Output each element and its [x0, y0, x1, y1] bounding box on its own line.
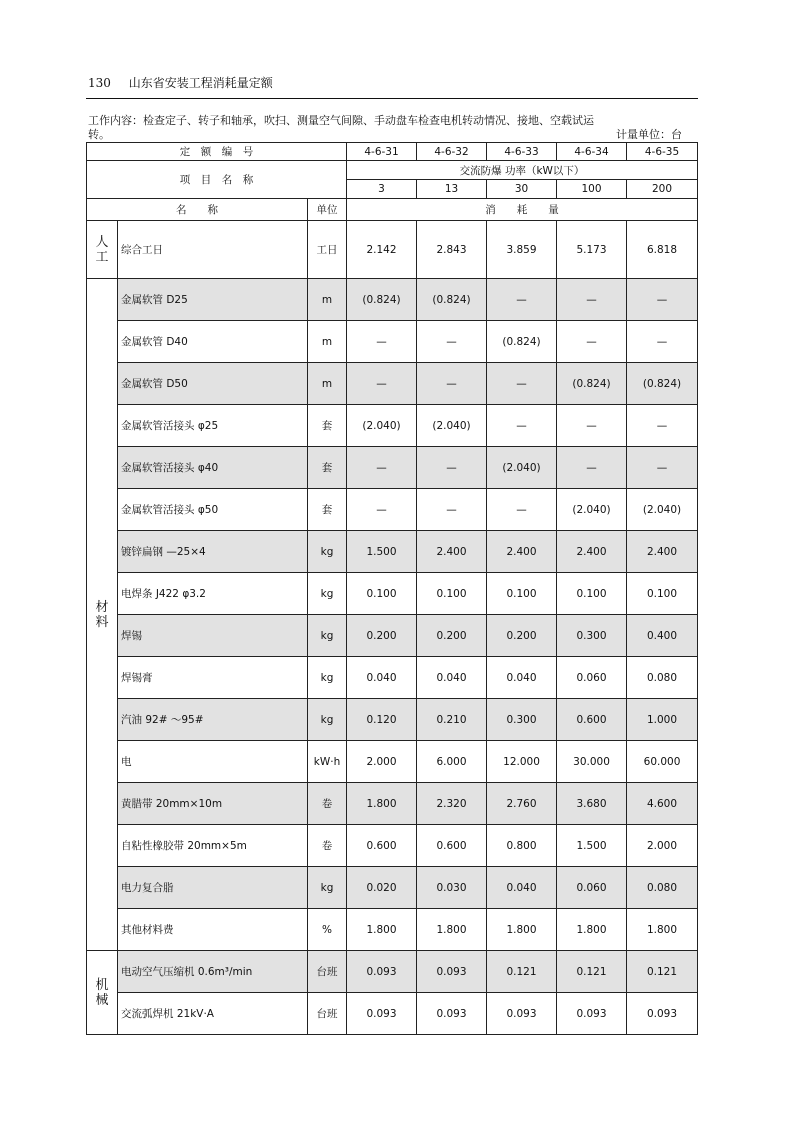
- category-cell-labor: [87, 221, 118, 279]
- table-row: [87, 741, 698, 783]
- consumption-value: —: [417, 489, 487, 531]
- item-unit: 工日: [308, 221, 347, 279]
- quota-code: 4-6-34: [557, 143, 627, 161]
- consumption-value: 0.080: [627, 867, 698, 909]
- consumption-value: —: [487, 279, 557, 321]
- consumption-value: 1.500: [557, 825, 627, 867]
- consumption-value: 0.040: [487, 867, 557, 909]
- item-group-row: [87, 161, 698, 180]
- consumption-value: —: [347, 489, 417, 531]
- quota-code-row: [87, 143, 698, 161]
- measurement-unit: 计量单位：台: [616, 128, 682, 141]
- category-char: 材: [95, 599, 109, 615]
- category-char: 人: [95, 234, 109, 250]
- consumption-value: 0.200: [417, 615, 487, 657]
- table-row: [87, 221, 698, 279]
- power-value: 30: [487, 180, 557, 199]
- consumption-value: —: [347, 363, 417, 405]
- consumption-value: —: [417, 321, 487, 363]
- item-name: 电: [118, 741, 308, 783]
- consumption-value: 1.800: [557, 909, 627, 951]
- category-char: 工: [95, 249, 109, 265]
- consumption-value: 0.121: [557, 951, 627, 993]
- item-unit: 套: [308, 447, 347, 489]
- consumption-value: 60.000: [627, 741, 698, 783]
- consumption-value: 2.320: [417, 783, 487, 825]
- consumption-value: —: [347, 321, 417, 363]
- consumption-value: 0.060: [557, 867, 627, 909]
- consumption-value: 0.100: [487, 573, 557, 615]
- consumption-value: 0.093: [417, 951, 487, 993]
- consumption-value: 0.121: [487, 951, 557, 993]
- item-name: 焊锡: [118, 615, 308, 657]
- table-row: [87, 279, 698, 321]
- consumption-value: 0.093: [557, 993, 627, 1035]
- consumption-value: 0.800: [487, 825, 557, 867]
- quota-code: 4-6-35: [627, 143, 698, 161]
- item-name-label: 项 目 名 称: [87, 161, 347, 199]
- item-unit: kg: [308, 531, 347, 573]
- item-unit: 卷: [308, 783, 347, 825]
- item-name: 其他材料费: [118, 909, 308, 951]
- item-name: 汽油 92# ～95#: [118, 699, 308, 741]
- consumption-value: 0.060: [557, 657, 627, 699]
- consumption-value: —: [627, 447, 698, 489]
- item-unit: kW·h: [308, 741, 347, 783]
- item-name: 金属软管活接头 φ25: [118, 405, 308, 447]
- item-name: 电焊条 J422 φ3.2: [118, 573, 308, 615]
- table-row: [87, 993, 698, 1035]
- table-row: [87, 699, 698, 741]
- consumption-value: 2.400: [417, 531, 487, 573]
- item-name: 金属软管 D25: [118, 279, 308, 321]
- consumption-value: 0.030: [417, 867, 487, 909]
- consumption-value: 0.300: [557, 615, 627, 657]
- category-char: 械: [95, 992, 109, 1008]
- consumption-value: 0.100: [627, 573, 698, 615]
- consumption-value: 3.859: [487, 221, 557, 279]
- consumption-value: 0.400: [627, 615, 698, 657]
- item-name: 金属软管 D40: [118, 321, 308, 363]
- consumption-value: 0.093: [347, 993, 417, 1035]
- item-name: 综合工日: [118, 221, 308, 279]
- quota-code: 4-6-32: [417, 143, 487, 161]
- consumption-value: 0.600: [347, 825, 417, 867]
- consumption-value: 3.680: [557, 783, 627, 825]
- page-number: 130: [88, 76, 111, 90]
- quota-code-label: 定 额 编 号: [87, 143, 347, 161]
- consumption-value: 0.093: [627, 993, 698, 1035]
- table-row: [87, 447, 698, 489]
- item-unit: m: [308, 279, 347, 321]
- consumption-value: 0.600: [417, 825, 487, 867]
- consumption-value: 1.800: [417, 909, 487, 951]
- table-row: [87, 951, 698, 993]
- consumption-value: —: [557, 321, 627, 363]
- item-unit: kg: [308, 867, 347, 909]
- col-name-header: 名 称: [87, 199, 308, 221]
- consumption-value: 0.200: [347, 615, 417, 657]
- item-unit: kg: [308, 573, 347, 615]
- consumption-value: 30.000: [557, 741, 627, 783]
- consumption-value: 0.100: [557, 573, 627, 615]
- consumption-value: 0.210: [417, 699, 487, 741]
- consumption-value: 6.818: [627, 221, 698, 279]
- item-unit: 台班: [308, 951, 347, 993]
- consumption-value: 5.173: [557, 221, 627, 279]
- consumption-value: (0.824): [557, 363, 627, 405]
- item-name: 焊锡膏: [118, 657, 308, 699]
- consumption-value: 12.000: [487, 741, 557, 783]
- consumption-value: 0.093: [347, 951, 417, 993]
- consumption-value: —: [557, 405, 627, 447]
- consumption-value: 0.600: [557, 699, 627, 741]
- item-unit: 台班: [308, 993, 347, 1035]
- consumption-value: 0.040: [347, 657, 417, 699]
- column-header-row: [87, 199, 698, 221]
- item-name: 电力复合脂: [118, 867, 308, 909]
- consumption-value: 2.843: [417, 221, 487, 279]
- consumption-value: —: [627, 279, 698, 321]
- item-unit: kg: [308, 615, 347, 657]
- consumption-value: 0.093: [417, 993, 487, 1035]
- consumption-value: 1.800: [627, 909, 698, 951]
- item-unit: %: [308, 909, 347, 951]
- consumption-value: 0.100: [417, 573, 487, 615]
- category-cell-machinery: [87, 951, 118, 1035]
- item-name: 镀锌扁钢 —25×4: [118, 531, 308, 573]
- consumption-value: 0.120: [347, 699, 417, 741]
- consumption-value: 2.400: [557, 531, 627, 573]
- item-unit: 卷: [308, 825, 347, 867]
- consumption-value: —: [487, 489, 557, 531]
- consumption-value: 0.080: [627, 657, 698, 699]
- consumption-value: (0.824): [347, 279, 417, 321]
- table-row: [87, 825, 698, 867]
- table-row: [87, 489, 698, 531]
- consumption-value: (2.040): [487, 447, 557, 489]
- consumption-value: 2.400: [627, 531, 698, 573]
- table-row: [87, 363, 698, 405]
- consumption-value: 4.600: [627, 783, 698, 825]
- col-consumption-header: 消 耗 量: [347, 199, 698, 221]
- table-row: [87, 573, 698, 615]
- consumption-value: —: [487, 363, 557, 405]
- quota-code: 4-6-31: [347, 143, 417, 161]
- consumption-value: 1.800: [347, 909, 417, 951]
- consumption-value: 1.800: [487, 909, 557, 951]
- consumption-value: 0.121: [627, 951, 698, 993]
- item-unit: kg: [308, 699, 347, 741]
- consumption-value: 0.100: [347, 573, 417, 615]
- consumption-value: 2.000: [347, 741, 417, 783]
- item-name: 金属软管活接头 φ40: [118, 447, 308, 489]
- consumption-value: —: [557, 279, 627, 321]
- consumption-value: (0.824): [487, 321, 557, 363]
- item-unit: 套: [308, 405, 347, 447]
- consumption-value: —: [347, 447, 417, 489]
- consumption-table: [86, 142, 698, 1035]
- item-name: 金属软管活接头 φ50: [118, 489, 308, 531]
- item-name: 黄腊带 20mm×10m: [118, 783, 308, 825]
- consumption-value: 0.040: [487, 657, 557, 699]
- consumption-value: 6.000: [417, 741, 487, 783]
- power-value: 3: [347, 180, 417, 199]
- item-name: 电动空气压缩机 0.6m³/min: [118, 951, 308, 993]
- power-value: 200: [627, 180, 698, 199]
- page-header: [88, 74, 273, 91]
- work-content: 工作内容：检查定子、转子和轴承，吹扫、测量空气间隙、手动盘车检查电机转动情况、接地、空载试运转。: [88, 114, 594, 141]
- table-row: [87, 531, 698, 573]
- consumption-value: (2.040): [347, 405, 417, 447]
- table-row: [87, 405, 698, 447]
- category-char: 机: [95, 977, 109, 993]
- consumption-value: —: [627, 321, 698, 363]
- power-value: 13: [417, 180, 487, 199]
- consumption-value: (2.040): [627, 489, 698, 531]
- item-unit: kg: [308, 657, 347, 699]
- consumption-value: 2.142: [347, 221, 417, 279]
- table-row: [87, 867, 698, 909]
- consumption-value: 0.300: [487, 699, 557, 741]
- table-row: [87, 615, 698, 657]
- item-unit: m: [308, 363, 347, 405]
- group-label: 交流防爆 功率（kW以下）: [347, 161, 698, 180]
- consumption-value: 2.760: [487, 783, 557, 825]
- consumption-value: 2.400: [487, 531, 557, 573]
- consumption-value: (2.040): [417, 405, 487, 447]
- item-unit: m: [308, 321, 347, 363]
- consumption-value: 0.200: [487, 615, 557, 657]
- consumption-value: 0.093: [487, 993, 557, 1035]
- consumption-value: 1.800: [347, 783, 417, 825]
- consumption-value: (0.824): [627, 363, 698, 405]
- book-title: 山东省安装工程消耗量定额: [128, 76, 273, 90]
- power-value: 100: [557, 180, 627, 199]
- consumption-value: —: [417, 363, 487, 405]
- consumption-value: —: [487, 405, 557, 447]
- consumption-value: 1.500: [347, 531, 417, 573]
- consumption-value: 0.020: [347, 867, 417, 909]
- table-row: [87, 909, 698, 951]
- category-cell-materials: [87, 279, 118, 951]
- category-char: 料: [95, 614, 109, 630]
- header-rule: [86, 98, 698, 99]
- consumption-value: —: [417, 447, 487, 489]
- item-name: 金属软管 D50: [118, 363, 308, 405]
- consumption-value: 0.040: [417, 657, 487, 699]
- table-row: [87, 657, 698, 699]
- item-name: 交流弧焊机 21kV·A: [118, 993, 308, 1035]
- quota-code: 4-6-33: [487, 143, 557, 161]
- table-row: [87, 783, 698, 825]
- consumption-value: (0.824): [417, 279, 487, 321]
- consumption-value: —: [557, 447, 627, 489]
- consumption-value: —: [627, 405, 698, 447]
- item-name: 自粘性橡胶带 20mm×5m: [118, 825, 308, 867]
- consumption-value: 2.000: [627, 825, 698, 867]
- consumption-value: (2.040): [557, 489, 627, 531]
- col-unit-header: 单位: [308, 199, 347, 221]
- consumption-value: 1.000: [627, 699, 698, 741]
- item-unit: 套: [308, 489, 347, 531]
- table-row: [87, 321, 698, 363]
